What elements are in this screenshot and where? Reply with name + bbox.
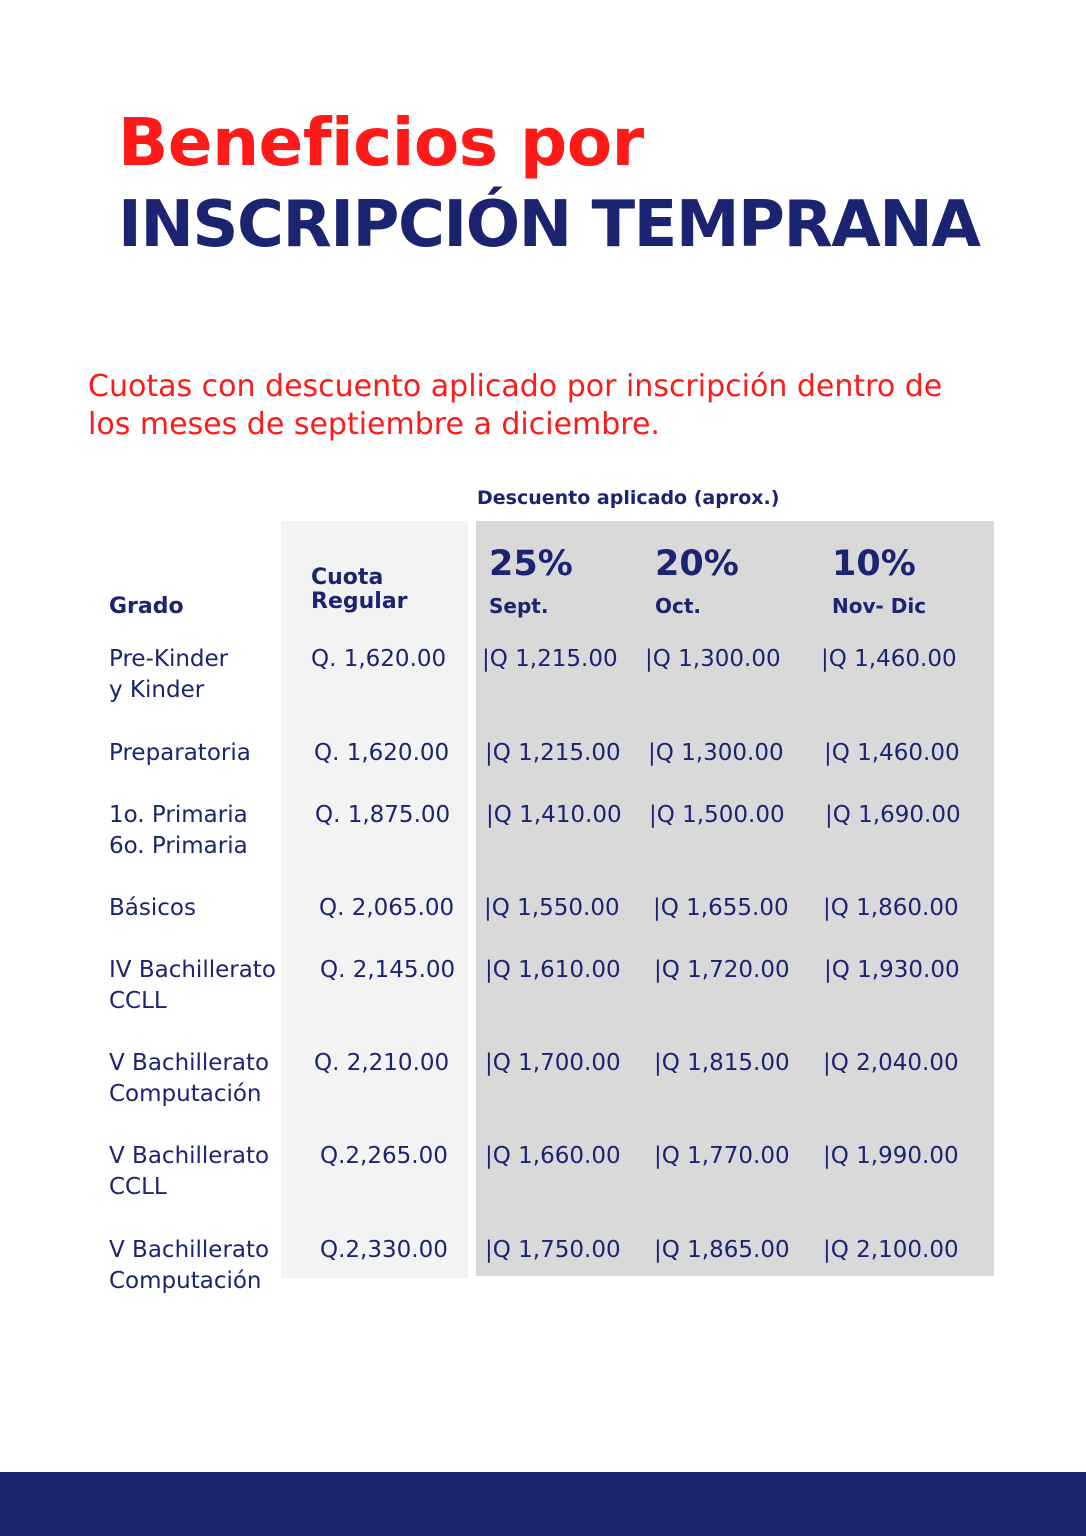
row-6-grade-line1: V Bachillerato [109, 1050, 270, 1076]
header-cuota-regular [311, 566, 408, 614]
row-5-sept: |Q 1,610.00 [485, 957, 621, 983]
row-7-grade-line2: CCLL [109, 1174, 167, 1200]
row-6-oct: |Q 1,815.00 [654, 1050, 790, 1076]
row-5-grade-line2: CCLL [109, 988, 167, 1014]
row-3-grade-line2: 6o. Primaria [109, 833, 248, 859]
row-1-grade-line1: Pre-Kinder [109, 646, 229, 672]
row-1-oct: |Q 1,300.00 [645, 646, 781, 672]
row-6-sept: |Q 1,700.00 [485, 1050, 621, 1076]
row-5-regular: Q. 2,145.00 [320, 957, 456, 983]
row-2-grade [109, 738, 251, 769]
row-5-grade [109, 955, 276, 1017]
subtitle: Cuotas con descuento aplicado por inscripción dentro de los meses de septiembre a diciembre. [88, 369, 943, 442]
header-nov-percent: 10% [832, 544, 916, 584]
header-cuota-line1: Cuota [311, 565, 384, 590]
row-4-regular: Q. 2,065.00 [319, 895, 455, 921]
row-5-oct: |Q 1,720.00 [654, 957, 790, 983]
header-sept-percent: 25% [489, 544, 573, 584]
header-oct-label: Oct. [655, 594, 702, 618]
row-8-sept: |Q 1,750.00 [485, 1237, 621, 1263]
row-7-nov: |Q 1,990.00 [823, 1143, 959, 1169]
row-8-grade-line1: V Bachillerato [109, 1237, 270, 1263]
row-4-grade [109, 893, 196, 924]
title-line-1: Beneficios por [118, 104, 644, 181]
row-1-grade-line2: y Kinder [109, 677, 205, 703]
title-line-2: INSCRIPCIÓN TEMPRANA [118, 188, 980, 262]
row-4-sept: |Q 1,550.00 [484, 895, 620, 921]
row-1-regular: Q. 1,620.00 [311, 646, 447, 672]
row-4-grade-line1: Básicos [109, 895, 196, 921]
row-6-regular: Q. 2,210.00 [314, 1050, 450, 1076]
row-5-grade-line1: IV Bachillerato [109, 957, 276, 983]
row-1-sept: |Q 1,215.00 [482, 646, 618, 672]
row-2-grade-line1: Preparatoria [109, 740, 251, 766]
header-cuota-line2: Regular [311, 589, 408, 614]
row-8-regular: Q.2,330.00 [320, 1237, 448, 1263]
row-8-grade-line2: Computación [109, 1268, 262, 1294]
row-7-grade-line1: V Bachillerato [109, 1143, 270, 1169]
row-7-regular: Q.2,265.00 [320, 1143, 448, 1169]
row-7-oct: |Q 1,770.00 [654, 1143, 790, 1169]
row-3-nov: |Q 1,690.00 [825, 802, 961, 828]
row-2-oct: |Q 1,300.00 [648, 740, 784, 766]
row-8-grade [109, 1235, 269, 1297]
row-6-grade [109, 1048, 269, 1110]
header-oct-percent: 20% [655, 544, 739, 584]
row-6-nov: |Q 2,040.00 [823, 1050, 959, 1076]
row-5-nov: |Q 1,930.00 [824, 957, 960, 983]
row-7-sept: |Q 1,660.00 [485, 1143, 621, 1169]
row-8-oct: |Q 1,865.00 [654, 1237, 790, 1263]
footer-bar [0, 1472, 1086, 1536]
row-4-oct: |Q 1,655.00 [653, 895, 789, 921]
row-2-sept: |Q 1,215.00 [485, 740, 621, 766]
row-2-regular: Q. 1,620.00 [314, 740, 450, 766]
row-3-oct: |Q 1,500.00 [649, 802, 785, 828]
discount-caption: Descuento aplicado (aprox.) [477, 487, 780, 509]
row-1-grade [109, 644, 228, 706]
row-3-sept: |Q 1,410.00 [486, 802, 622, 828]
row-7-grade [109, 1141, 269, 1203]
row-3-grade-line1: 1o. Primaria [109, 802, 248, 828]
header-grado: Grado [109, 594, 184, 619]
row-8-nov: |Q 2,100.00 [823, 1237, 959, 1263]
row-3-grade [109, 800, 248, 862]
header-sept-label: Sept. [489, 594, 549, 618]
row-2-nov: |Q 1,460.00 [824, 740, 960, 766]
row-6-grade-line2: Computación [109, 1081, 262, 1107]
row-1-nov: |Q 1,460.00 [821, 646, 957, 672]
row-4-nov: |Q 1,860.00 [823, 895, 959, 921]
header-nov-label: Nov- Dic [832, 594, 927, 618]
row-3-regular: Q. 1,875.00 [315, 802, 451, 828]
